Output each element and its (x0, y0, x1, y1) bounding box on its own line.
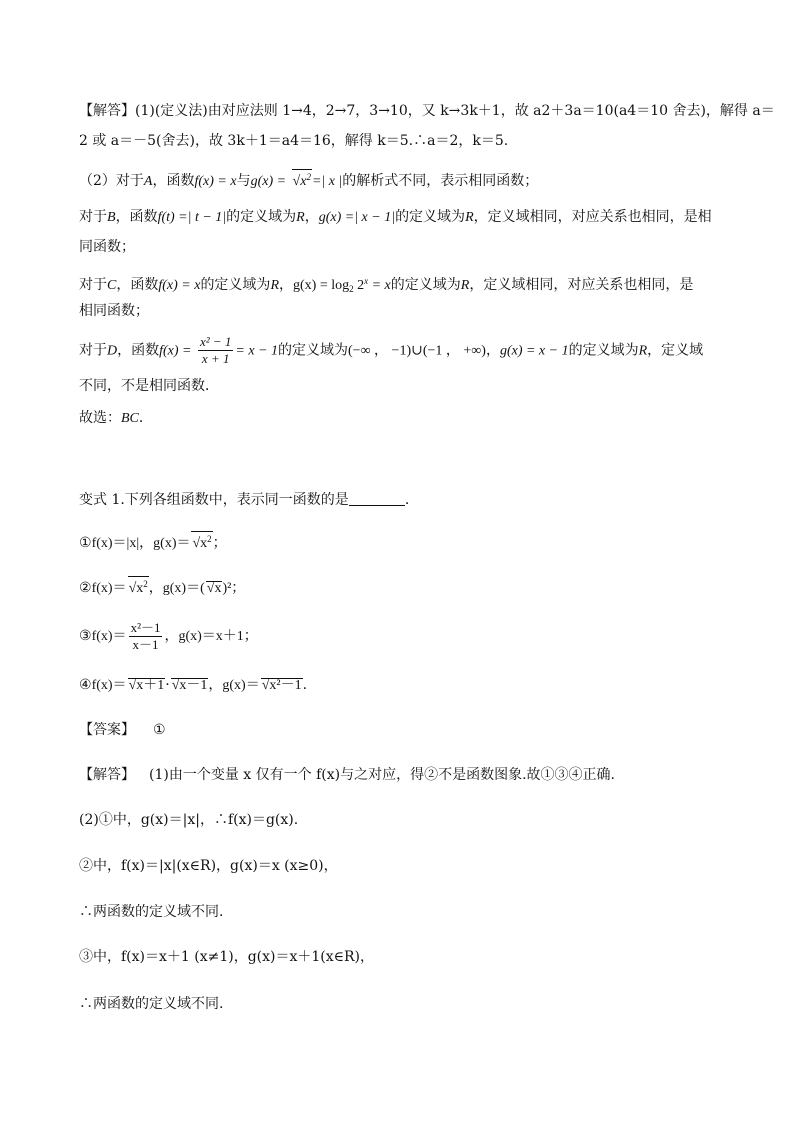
option-1-f: f(x)＝|x|，g(x)＝ (91, 536, 191, 551)
option-1-exp: 2 (207, 534, 212, 544)
case-a-end: 的解析式不同，表示相同函数； (342, 173, 539, 189)
option-4-radical-1: √x＋1 (128, 678, 165, 693)
question-text: 变式 1.下列各组函数中，表示同一函数的是 (79, 492, 349, 508)
case-c-g: g(x) = log (293, 278, 350, 293)
solution1-line1: 【解答】(1)(定义法)由对应法则 1→4，2→7，3→10，又 k→3k＋1，故 a2＋3a＝10(a4＝10 舍去)，解得 a＝ (79, 103, 775, 119)
option-4-rad2: x－1 (179, 678, 208, 693)
case-b-text1: ，函数 (115, 209, 158, 225)
case-a-prefix: （2）对于 (79, 173, 144, 189)
case-d-eq: = x − 1 (235, 343, 279, 359)
option-4-radical-3: √x²－1 (261, 678, 302, 693)
variant-solution-line2: (2)①中，g(x)＝|x|，∴f(x)＝g(x). (79, 812, 299, 828)
option-4-f: f(x)＝ (91, 678, 127, 693)
option-4-end: . (302, 677, 308, 693)
case-c-prefix: 对于 (79, 277, 107, 293)
option-2-end: )²； (222, 581, 246, 596)
option-4-dot: · (165, 677, 170, 693)
option-2-mid: ，g(x)＝( (148, 581, 205, 596)
option-4-radical-2: √x－1 (171, 678, 208, 693)
case-d-num: x² − 1 (199, 334, 232, 349)
option-4-mid: ，g(x)＝ (208, 678, 260, 693)
case-c-text3: 的定义域为 (390, 277, 461, 293)
case-b-sep: ， (304, 209, 319, 225)
option-3-mark: ③ (79, 628, 92, 644)
option-1-rad: x (200, 536, 208, 551)
part2-answer (79, 408, 718, 429)
answer-blank (349, 491, 405, 506)
part2-case-d-line2: 不同，不是相同函数． (79, 378, 219, 394)
case-a-radical: $√x^2$ (292, 169, 312, 189)
option-4-rad1: x＋1 (136, 678, 165, 693)
case-b-text3: 的定义域为 (395, 209, 466, 225)
case-c-text1: ，函数 (116, 277, 159, 293)
case-a-f: f(x) = x (194, 174, 237, 189)
case-d-sep: ， (485, 342, 500, 359)
case-a-rad: x (300, 174, 307, 189)
answer-value: BC (121, 411, 139, 426)
answer-prefix: 故选： (79, 410, 121, 426)
case-d-domain: (−∞ ， −1)∪(−1 ， +∞) (348, 343, 486, 359)
option-2-radical-2: √x (206, 581, 222, 596)
case-a-g: g(x) = (250, 174, 287, 189)
case-b-letter: B (107, 210, 116, 225)
case-c-g3: = x (368, 278, 391, 293)
case-c-r1: R (270, 278, 279, 293)
option-2-rad2: x (214, 581, 222, 596)
case-d-prefix: 对于 (79, 342, 107, 359)
case-d-text1: ，函数 (117, 342, 160, 359)
option-4-rad3: x²－1 (269, 678, 302, 693)
solution-text1: (1)由一个变量 x 仅有一个 f(x)与之对应，得②不是函数图象.故①③④正确. (149, 767, 615, 783)
case-b-r1: R (296, 210, 305, 225)
part2-case-b-line2: 同函数； (79, 239, 135, 255)
part2-case-b-line1 (79, 207, 718, 228)
variant-option-2 (79, 576, 718, 599)
variant-solution-line5: ③中，f(x)＝x＋1 (x≠1)，g(x)＝x＋1(x∈R)， (79, 949, 375, 965)
case-b-r2: R (465, 210, 474, 225)
case-c-end1: ，定义域相同，对应关系也相同，是 (469, 277, 694, 293)
case-c-r2: R (460, 278, 470, 293)
option-2-radical: $√x^2$ (128, 576, 149, 596)
case-d-text3: 的定义域为 (568, 342, 639, 359)
variant-option-3 (79, 618, 718, 655)
option-1-end: ； (212, 535, 227, 551)
case-d-den: x + 1 (201, 351, 230, 366)
option-1-radical: $√x^2$ (191, 531, 212, 551)
case-b-text2: 的定义域为 (226, 209, 297, 225)
option-2-mark: ② (79, 580, 92, 596)
variant-solution-line1 (79, 765, 718, 785)
option-2-exp: 2 (143, 579, 148, 589)
option-2-f: f(x)＝ (91, 581, 127, 596)
variant-option-4 (79, 675, 718, 696)
part2-case-a (79, 169, 718, 192)
answer-end: ． (138, 410, 153, 426)
case-d-end1: ，定义域 (647, 342, 704, 359)
case-d-g: g(x) = x − 1 (499, 343, 569, 359)
variant-option-1 (79, 531, 718, 554)
option-3-f: f(x)＝ (91, 629, 127, 644)
option-1-mark: ① (79, 535, 92, 551)
variant-solution-line3: ②中，f(x)＝|x|(x∈R)，g(x)＝x (x≥0)， (79, 858, 338, 874)
case-a-exp: 2 (306, 172, 311, 182)
solution1-line2: 2 或 a＝－5(舍去)，故 3k＋1＝a4＝16，解得 k＝5.∴a＝2，k＝5. (79, 133, 509, 149)
case-b-prefix: 对于 (79, 209, 107, 225)
case-c-f: f(x) = x (158, 278, 201, 293)
case-c-base: 2 (349, 284, 354, 294)
case-b-f: f(t) =| t − 1| (157, 210, 227, 225)
option-3-den: x－1 (132, 636, 159, 652)
case-c-g2: 2 (353, 278, 365, 293)
case-a-letter: A (143, 174, 153, 189)
solution-label: 【解答】 (79, 767, 135, 783)
case-d-fraction (198, 334, 233, 367)
case-d-letter: D (107, 343, 118, 359)
option-3-fraction (129, 620, 163, 653)
case-b-g: g(x) =| x − 1| (318, 210, 396, 225)
option-3-end: ，g(x)＝x＋1； (164, 629, 258, 644)
part2-case-c-line2: 相同函数； (79, 303, 149, 319)
case-d-text2: 的定义域为 (278, 342, 349, 359)
option-3-num: x²－1 (130, 619, 161, 635)
case-d-f: f(x) = (159, 343, 192, 359)
part2-case-d-line1 (79, 334, 718, 368)
variant-question (79, 490, 718, 510)
case-c-text2: 的定义域为 (200, 277, 271, 293)
case-c-letter: C (107, 278, 117, 293)
answer-value-circle: ① (153, 722, 166, 738)
variant-solution-line6: ∴两函数的定义域不同. (79, 996, 224, 1012)
question-end: . (404, 492, 410, 508)
variant-solution-line4: ∴两函数的定义域不同. (79, 904, 224, 920)
option-4-mark: ④ (79, 677, 92, 693)
case-a-g2: =| x | (311, 174, 343, 189)
case-b-end1: ，定义域相同，对应关系也相同，是相 (473, 209, 712, 225)
option-2-rad: x (136, 581, 144, 596)
part2-case-c-line1 (79, 271, 718, 299)
variant-answer (79, 720, 718, 740)
case-a-text: ，函数 (152, 173, 195, 189)
answer-label: 【答案】 (79, 722, 135, 738)
case-d-r: R (638, 343, 648, 359)
case-c-sep: ， (279, 277, 293, 293)
case-a-mid: 与 (236, 173, 251, 189)
case-c-exp: x (364, 276, 369, 286)
